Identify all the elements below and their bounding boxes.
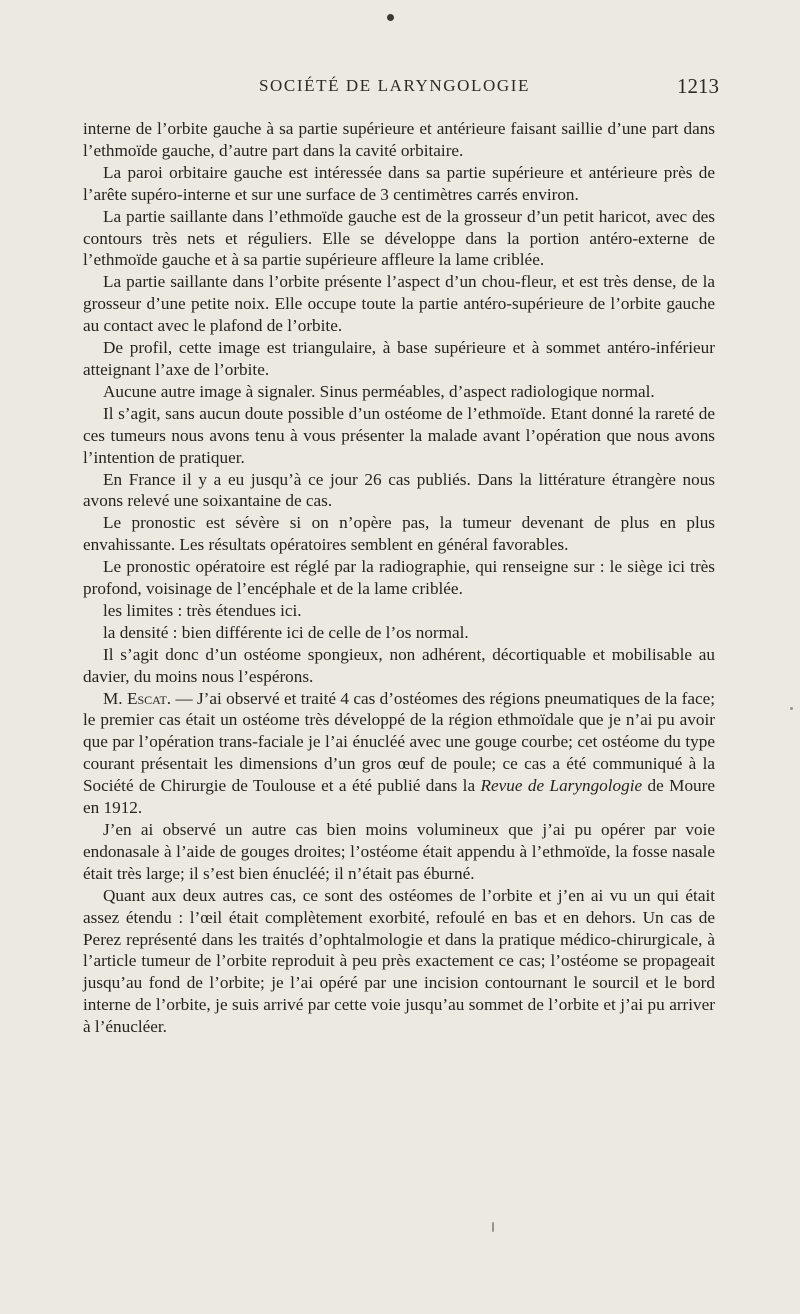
- paragraph: Quant aux deux autres cas, ce sont des ostéomes de l’orbite et j’en ai vu un qui était assez étendu : l’œil était complètement exorbité, refoulé en bas et en dehors. Un cas de Perez représenté dans les traités d’ophtalmologie et dans la pratique médico-chirurgicale, à l’article tumeur de l’orbite reproduit à peu près exactement ce cas; l’ostéome se propageait jusqu’au fond de l’orbite; je l’ai opéré par une incision contournant le sourcil et le bord interne de l’orbite, je suis arrivé par cette voie jusqu’au sommet de l’orbite et j’ai pu arriver à l’énucléer.: [83, 885, 715, 1037]
- escat-paragraph: [83, 688, 715, 819]
- escat-text: — J’ai observé et traité 4 cas d’ostéomes des régions pneumatiques de la face; le premier cas était un ostéome très développé de la région ethmoïdale que je n’ai pu avoir que par l’opération trans-faciale je l’ai énucléé avec une gouge courbe; cet ostéome du type courant présentait les dimensions d’un gros œuf de poule; ce cas a été communiqué à la Société de Chirurgie de Toulouse et a été publié dans la: [83, 688, 715, 796]
- running-title: SOCIÉTÉ DE LARYNGOLOGIE: [259, 76, 530, 95]
- journal-title: Revue de Laryngologie: [480, 776, 643, 796]
- paragraph: Le pronostic est sévère si on n’opère pas, la tumeur devenant de plus en plus envahissante. Les résultats opératoires semblent en général favorables.: [83, 513, 715, 555]
- body-text: [83, 118, 715, 1038]
- page-header: [83, 74, 723, 100]
- speaker-honorific: M.: [103, 688, 123, 708]
- paragraph: La partie saillante dans l’orbite présente l’aspect d’un chou-fleur, et est très dense, de la grosseur d’une petite noix. Elle occupe toute la partie antéro-supérieure de l’orbite gauche au contact avec le plafond de l’orbite.: [83, 272, 715, 336]
- paragraph: De profil, cette image est triangulaire, à base supérieure et à sommet antéro-inférieur atteignant l’axe de l’orbite.: [83, 338, 715, 379]
- escat-text-end: de Moure en 1912.: [83, 776, 716, 818]
- paragraph: Le pronostic opératoire est réglé par la radiographie, qui renseigne sur : le siège ici très profond, voisinage de l’encéphale et de la lame criblée.: [83, 557, 715, 599]
- scan-speck: [492, 1222, 494, 1232]
- paragraph: les limites : très étendues ici.: [103, 600, 302, 620]
- paragraph: la densité : bien différente ici de celle de l’os normal.: [103, 622, 469, 642]
- speaker-name: Escat.: [126, 688, 172, 708]
- scan-speck: [790, 707, 793, 710]
- paragraph: La partie saillante dans l’ethmoïde gauche est de la grosseur d’un petit haricot, avec des contours très nets et réguliers. Elle se développe dans la portion antéro-externe de l’ethmoïde gauche et à sa partie supérieure affleure la lame criblée.: [83, 206, 715, 270]
- paragraph: Il s’agit donc d’un ostéome spongieux, non adhérent, décortiquable et mobilisable au davier, du moins nous l’espérons.: [83, 644, 715, 686]
- paragraph: Aucune autre image à signaler. Sinus perméables, d’aspect radiologique normal.: [103, 381, 655, 401]
- paragraph: interne de l’orbite gauche à sa partie supérieure et antérieure faisant saillie d’une part dans l’ethmoïde gauche, d’autre part dans la cavité orbitaire.: [83, 119, 715, 160]
- paragraph: La paroi orbitaire gauche est intéressée dans sa partie supérieure et antérieure près de l’arête supéro-interne et sur une surface de 3 centimètres carrés environ.: [83, 162, 715, 204]
- paragraph: En France il y a eu jusqu’à ce jour 26 cas publiés. Dans la littérature étrangère nous avons relevé une soixantaine de cas.: [83, 469, 715, 511]
- paragraph: Il s’agit, sans aucun doute possible d’un ostéome de l’ethmoïde. Etant donné la rareté de ces tumeurs nous avons tenu à vous présenter la malade avant l’opération que nous avons l’intention de pratiquer.: [83, 403, 715, 467]
- print-mark: [387, 14, 394, 21]
- page-number: 1213: [677, 74, 719, 98]
- paragraph: J’en ai observé un autre cas bien moins volumineux que j’ai pu opérer par voie endonasale à l’aide de gouges droites; l’ostéome était appendu à l’ethmoïde, la fosse nasale était très large; il s’est bien énucléé; il n’était pas éburné.: [83, 820, 715, 883]
